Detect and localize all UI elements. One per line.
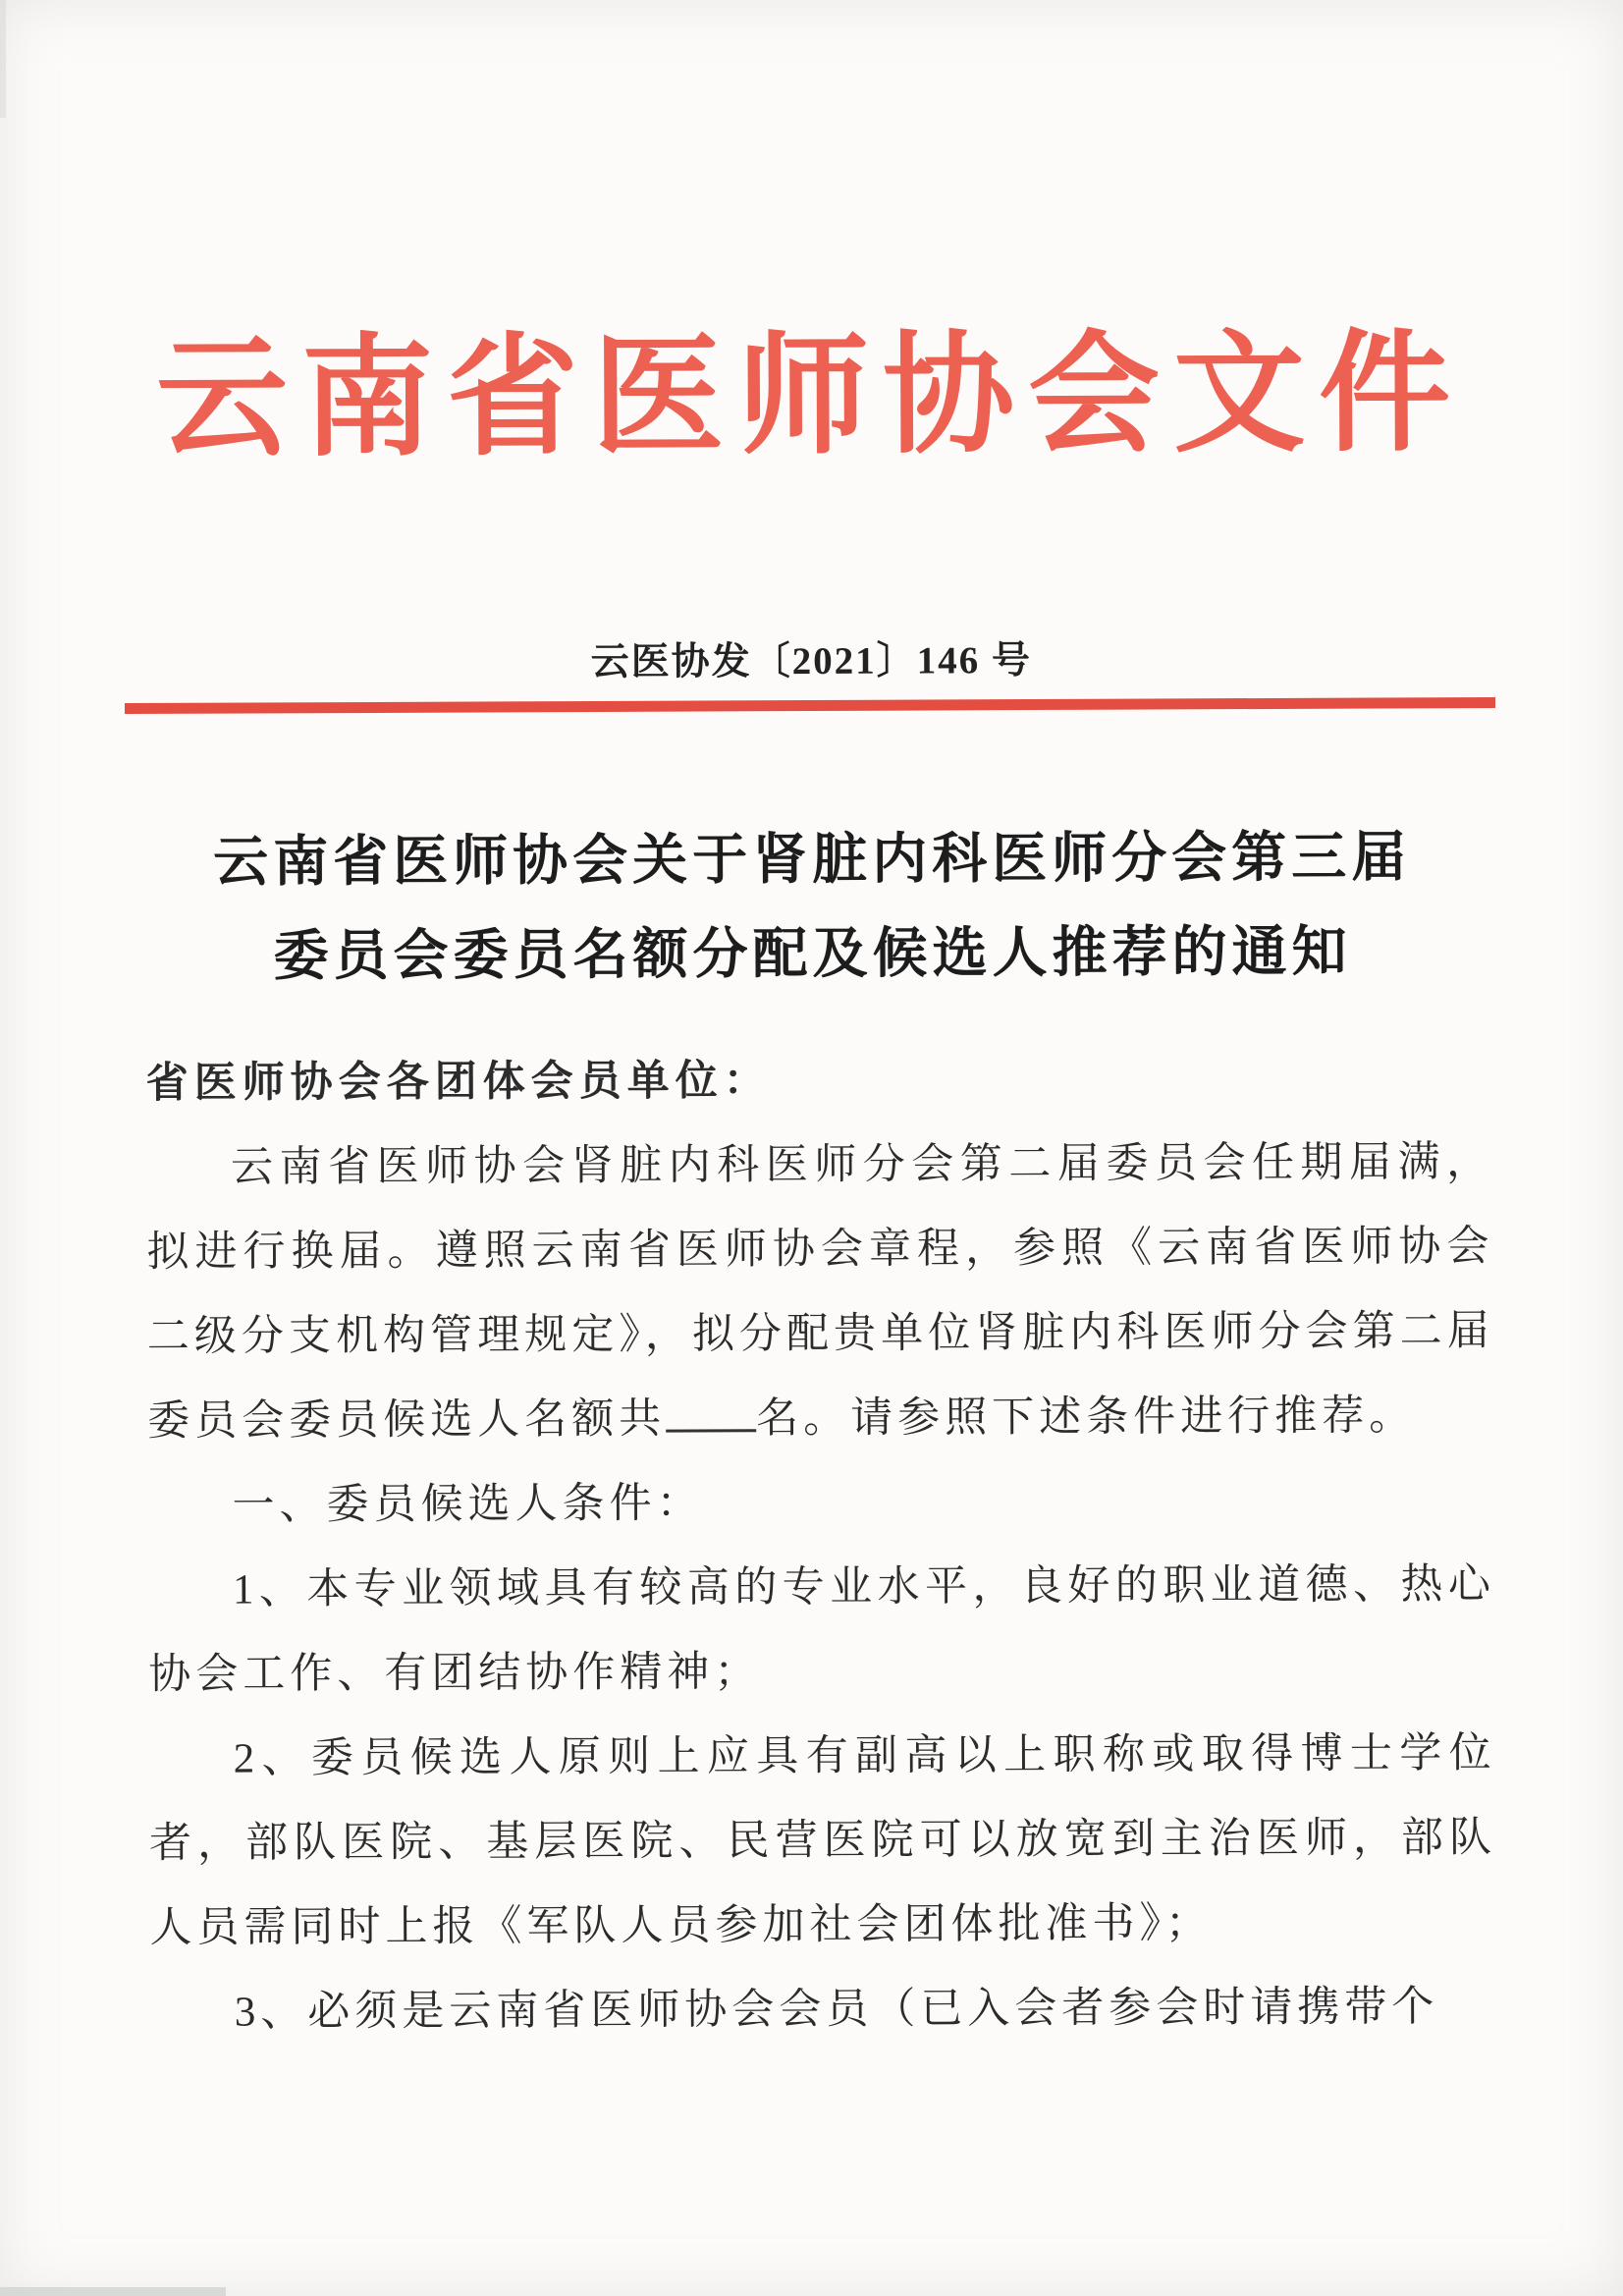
fill-in-blank-line [666, 1392, 756, 1433]
document-number: 云医协发〔2021〕146 号 [590, 639, 1033, 683]
red-divider-rule [125, 697, 1495, 714]
condition-item-1: 1、本专业领域具有较高的专业水平，良好的职业道德、热心协会工作、有团结协作精神； [148, 1560, 1496, 1698]
scan-edge-artifact-left [0, 0, 6, 118]
document-title-line2: 委员会委员名额分配及候选人推荐的通知 [273, 921, 1352, 988]
letterhead-title: 云南省医师协会文件 [155, 321, 1465, 472]
condition-item-2: 2、委员候选人原则上应具有副高以上职称或取得博士学位者，部队医院、基层医院、民营医院可以放宽到主治医师，部队人员需同时上报《军队人员参加社会团体批准书》； [148, 1729, 1497, 1951]
paragraph-main [146, 1121, 1494, 1464]
condition-item-3-partial: 3、必须是云南省医师协会会员（已入会者参会时请携带个 [234, 1984, 1439, 2036]
document-title [0, 809, 1623, 1005]
section1-heading: 一、委员候选人条件： [232, 1480, 704, 1529]
paragraph-main-after-blank: 名。请参照下述条件进行推荐。 [756, 1393, 1417, 1443]
document-title-line1: 云南省医师协会关于肾脏内科医师分会第三届 [213, 827, 1412, 894]
paragraph-main-before-blank: 云南省医师协会肾脏内科医师分会第二届委员会任期届满，拟进行换届。遵照云南省医师协会章程，参照《云南省医师协会二级分支机构管理规定》，拟分配贵单位肾脏内科医师分会第二届委员会委员候选人名额共 [146, 1138, 1494, 1445]
salutation: 省医师协会各团体会员单位： [145, 1058, 772, 1107]
document-body [145, 1036, 1496, 2055]
scan-edge-artifact-bottom [0, 2287, 226, 2296]
